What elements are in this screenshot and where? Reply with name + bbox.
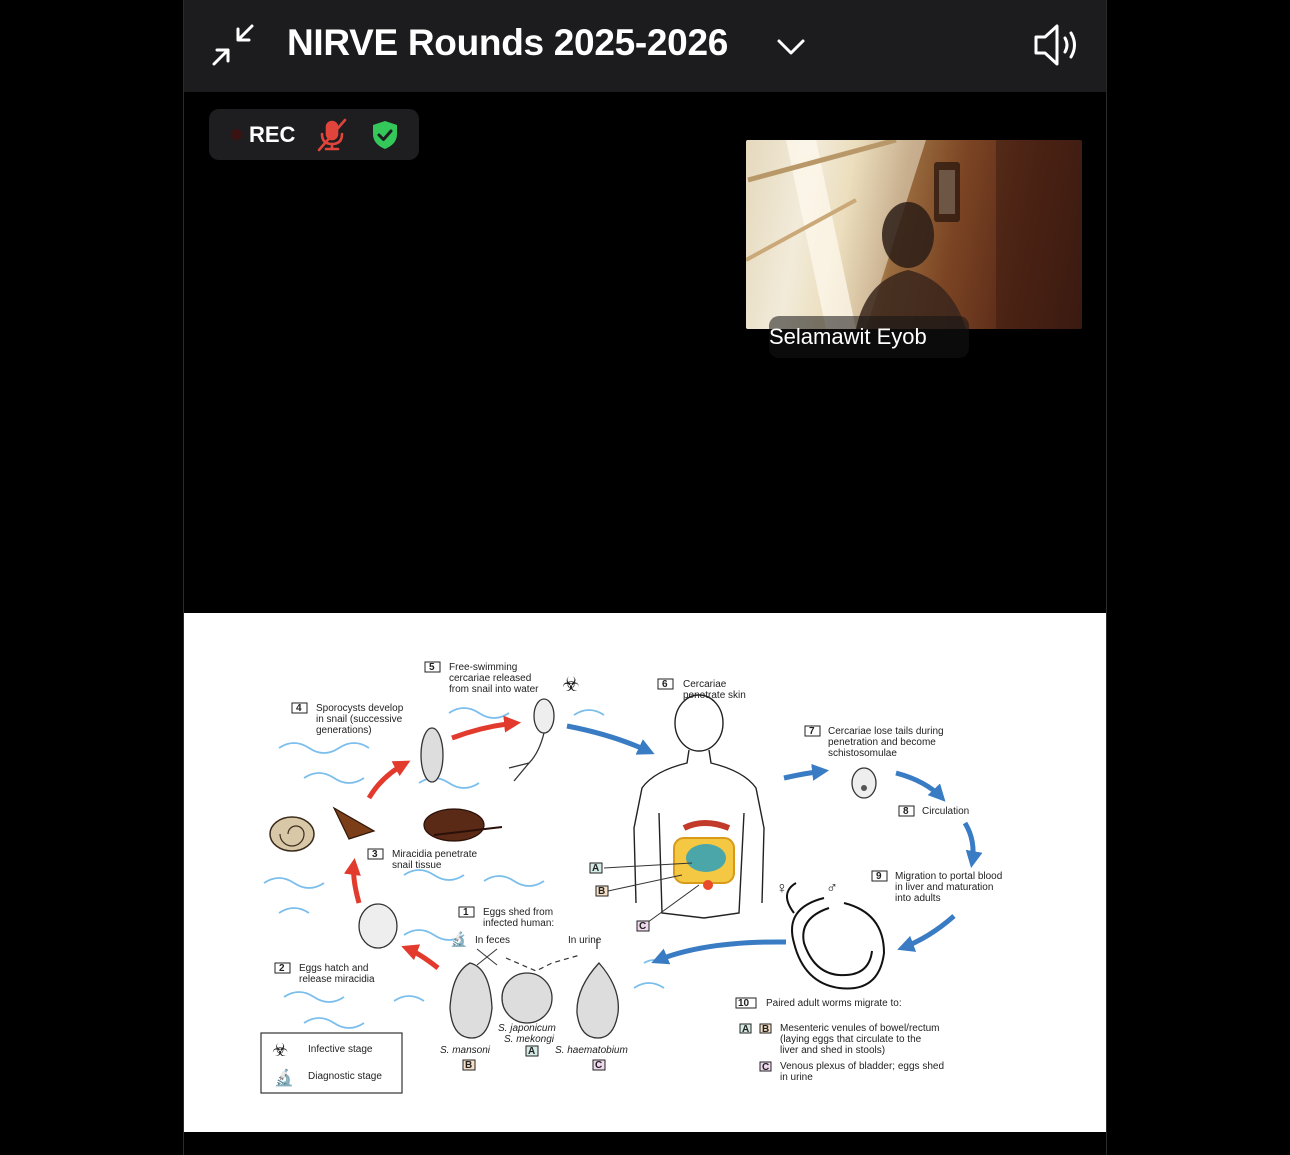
microscope-icon-small: 🔬 bbox=[450, 931, 468, 947]
tag-a-ab: A bbox=[742, 1024, 750, 1035]
male-symbol: ♂ bbox=[826, 880, 838, 897]
rec-label: REC bbox=[249, 122, 296, 147]
step1-line2: infected human: bbox=[483, 918, 555, 929]
step-labels bbox=[275, 662, 1002, 1083]
recording-status-pill bbox=[209, 109, 419, 160]
step10-c-line2: in urine bbox=[780, 1072, 813, 1083]
step7-line3: schistosomulae bbox=[828, 748, 897, 759]
step5-line1: Free-swimming bbox=[449, 662, 518, 673]
step6-number: 6 bbox=[662, 679, 668, 690]
biohazard-icon: ☣ bbox=[562, 674, 580, 696]
participant-video[interactable] bbox=[746, 140, 1082, 329]
species-mekongi: S. mekongi bbox=[504, 1034, 555, 1045]
step10-ab-line3: liver and shed in stools) bbox=[780, 1045, 886, 1056]
step2-line2: release miracidia bbox=[299, 974, 375, 985]
recording-dot bbox=[231, 129, 242, 140]
step4-number: 4 bbox=[296, 703, 302, 714]
step10-ab-line2: (laying eggs that circulate to the bbox=[780, 1034, 922, 1045]
tag-c-step10: C bbox=[762, 1062, 770, 1073]
in-urine-label: In urine bbox=[568, 935, 602, 946]
shield-check-icon[interactable] bbox=[369, 119, 401, 151]
step1-number: 1 bbox=[463, 907, 469, 918]
step9-number: 9 bbox=[876, 871, 882, 882]
collapse-arrows-icon[interactable] bbox=[208, 20, 258, 70]
step8-number: 8 bbox=[903, 806, 909, 817]
chevron-down-icon[interactable] bbox=[774, 30, 808, 64]
adult-worms-shape bbox=[787, 883, 884, 989]
step10-ab-line1: Mesenteric venules of bowel/rectum bbox=[780, 1023, 940, 1034]
step6-line2: penetrate skin bbox=[683, 690, 746, 701]
step8-line1: Circulation bbox=[922, 806, 970, 817]
tag-a-species: A bbox=[528, 1046, 536, 1057]
video-scene bbox=[746, 140, 1082, 329]
step10-c-line1: Venous plexus of bladder; eggs shed bbox=[780, 1061, 945, 1072]
top-bar bbox=[184, 0, 1106, 92]
tag-b-species: B bbox=[465, 1060, 473, 1071]
schistosomulum-shape bbox=[852, 768, 876, 798]
step10-line1: Paired adult worms migrate to: bbox=[766, 998, 902, 1009]
tag-b-body: B bbox=[598, 886, 606, 897]
in-feces-label: In feces bbox=[475, 935, 511, 946]
legend-diagnostic: Diagnostic stage bbox=[308, 1071, 382, 1082]
tag-c-body: C bbox=[639, 921, 647, 932]
step6-line1: Cercariae bbox=[683, 679, 727, 690]
step4-line1: Sporocysts develop bbox=[316, 703, 404, 714]
snail-illustrations bbox=[270, 808, 502, 851]
tag-b-ab: B bbox=[762, 1024, 770, 1035]
schistosomiasis-lifecycle-diagram bbox=[184, 613, 1106, 1132]
meeting-window bbox=[183, 0, 1107, 1155]
species-japonicum: S. japonicum bbox=[498, 1023, 556, 1034]
legend-infective: Infective stage bbox=[308, 1044, 373, 1055]
species-mansoni: S. mansoni bbox=[440, 1045, 491, 1056]
shared-screen bbox=[184, 613, 1106, 1132]
participant-name: Selamawit Eyob bbox=[769, 324, 927, 349]
step2-number: 2 bbox=[279, 963, 285, 974]
microscope-legend-icon: 🔬 bbox=[274, 1070, 294, 1087]
step9-line3: into adults bbox=[895, 893, 941, 904]
step10-number: 10 bbox=[738, 998, 750, 1009]
diagram-legend bbox=[261, 1033, 402, 1093]
step1-line1: Eggs shed from bbox=[483, 907, 554, 918]
speaker-icon[interactable] bbox=[1032, 20, 1084, 70]
female-symbol: ♀ bbox=[776, 880, 788, 897]
human-body-outline bbox=[634, 695, 764, 918]
step9-line2: in liver and maturation bbox=[895, 882, 994, 893]
mic-off-icon[interactable] bbox=[315, 118, 349, 152]
sporocyst-shape bbox=[421, 728, 443, 782]
step2-line1: Eggs hatch and bbox=[299, 963, 369, 974]
step7-line1: Cercariae lose tails during bbox=[828, 726, 944, 737]
step5-line2: cercariae released bbox=[449, 673, 532, 684]
participant-name-tag bbox=[769, 316, 969, 358]
blue-cycle-arrows bbox=[567, 726, 973, 961]
step3-line1: Miracidia penetrate bbox=[392, 849, 478, 860]
step4-line3: generations) bbox=[316, 725, 372, 736]
step7-number: 7 bbox=[809, 726, 815, 737]
step5-number: 5 bbox=[429, 662, 435, 673]
miracidium-shape bbox=[359, 904, 397, 948]
step4-line2: in snail (successive bbox=[316, 714, 403, 725]
tag-c-species: C bbox=[595, 1060, 603, 1071]
species-haematobium: S. haematobium bbox=[555, 1045, 628, 1056]
step3-number: 3 bbox=[372, 849, 378, 860]
tag-a-body: A bbox=[592, 863, 600, 874]
biohazard-legend-icon: ☣ bbox=[272, 1040, 289, 1060]
intestines-illustration bbox=[674, 823, 734, 890]
step7-line2: penetration and become bbox=[828, 737, 936, 748]
meeting-title[interactable]: NIRVE Rounds 2025-2026 bbox=[287, 22, 729, 63]
step9-line1: Migration to portal blood bbox=[895, 871, 1003, 882]
cercaria-shape bbox=[509, 699, 554, 781]
step3-line2: snail tissue bbox=[392, 860, 442, 871]
step5-line3: from snail into water bbox=[449, 684, 539, 695]
